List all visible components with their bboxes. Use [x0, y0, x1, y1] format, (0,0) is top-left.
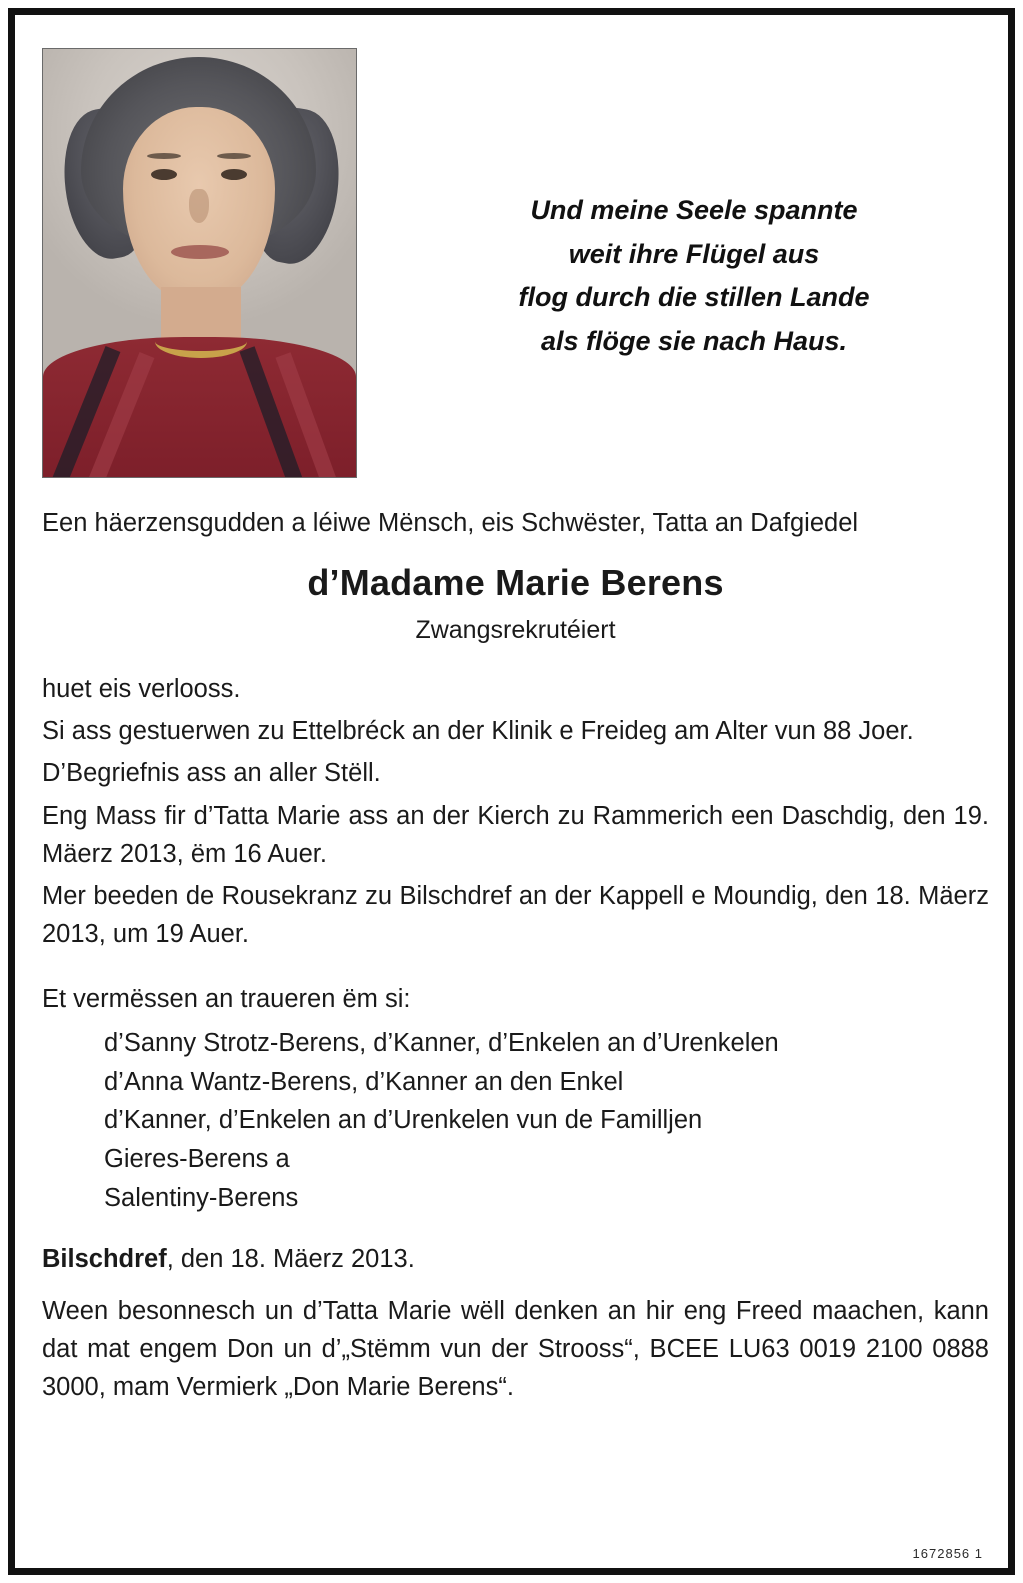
list-item: d’Kanner, d’Enkelen an d’Urenkelen vun de Familljen [104, 1106, 703, 1135]
nose [189, 189, 209, 223]
verse-line-2: weit ihre Flügel aus [568, 238, 820, 269]
announcement-paragraph-1: huet eis verlooss. [42, 674, 241, 703]
mouth [171, 245, 229, 259]
announcement-lead: Een häerzensgudden a léiwe Mënsch, eis Schwëster, Tatta an Dafgiedel [42, 509, 859, 537]
place-name: Bilschdref [42, 1244, 167, 1273]
list-item: d’Anna Wantz-Berens, d’Kanner an den Enkel [104, 1067, 624, 1096]
place-date-line [42, 1240, 989, 1278]
deceased-name: d’Madame Marie Berens [307, 562, 724, 604]
mourners-list [104, 1024, 989, 1218]
verse-line-3: flog durch die stillen Lande [518, 282, 870, 313]
announcement-paragraph-5: Mer beeden de Rousekranz zu Bilschdref an der Kappell e Moundig, den 18. Mäerz 2013, um 19 Auer. [42, 882, 989, 949]
page-content [24, 24, 999, 1567]
verse-line-4: als flöge sie nach Haus. [540, 326, 848, 357]
eyebrow-right [217, 153, 251, 159]
spacer [42, 958, 989, 980]
announcement-paragraph-2: Si ass gestuerwen zu Ettelbréck an der Klinik e Freideg am Alter vun 88 Joer. [42, 717, 914, 745]
reference-number: 1672856 1 [912, 1546, 983, 1561]
deceased-subtitle: Zwangsrekrutéiert [415, 616, 616, 645]
eye-left [151, 169, 177, 180]
verse-line-1: Und meine Seele spannte [530, 195, 858, 225]
eyebrow-left [147, 153, 181, 159]
list-item: Salentiny-Berens [104, 1183, 299, 1212]
eye-right [221, 169, 247, 180]
announcement-paragraph-4: Eng Mass fir d’Tatta Marie ass an der Kierch zu Rammerich een Daschdig, den 19. Mäerz 2013, ëm 16 Auer. [42, 801, 989, 868]
list-item: Gieres-Berens a [104, 1145, 290, 1173]
necklace [155, 325, 247, 358]
place-date: , den 18. Mäerz 2013. [166, 1244, 415, 1273]
header-area [24, 24, 999, 454]
announcement-paragraph-3: D’Begriefnis ass an aller Stëll. [42, 759, 381, 788]
announcement-body [42, 504, 989, 1407]
list-item: d’Sanny Strotz-Berens, d’Kanner, d’Enkelen an d’Urenkelen [104, 1028, 779, 1057]
memorial-verse [414, 189, 974, 364]
portrait-photo [42, 48, 357, 478]
mourners-intro: Et vermëssen an traueren ëm si: [42, 984, 411, 1013]
donation-note: Ween besonnesch un d’Tatta Marie wëll denken an hir eng Freed maachen, kann dat mat engem Don un d’„Stëmm vun der Strooss“, BCEE LU63 0019 2100 0888 3000, mam Vermierk „Don Marie Berens“. [42, 1296, 989, 1402]
